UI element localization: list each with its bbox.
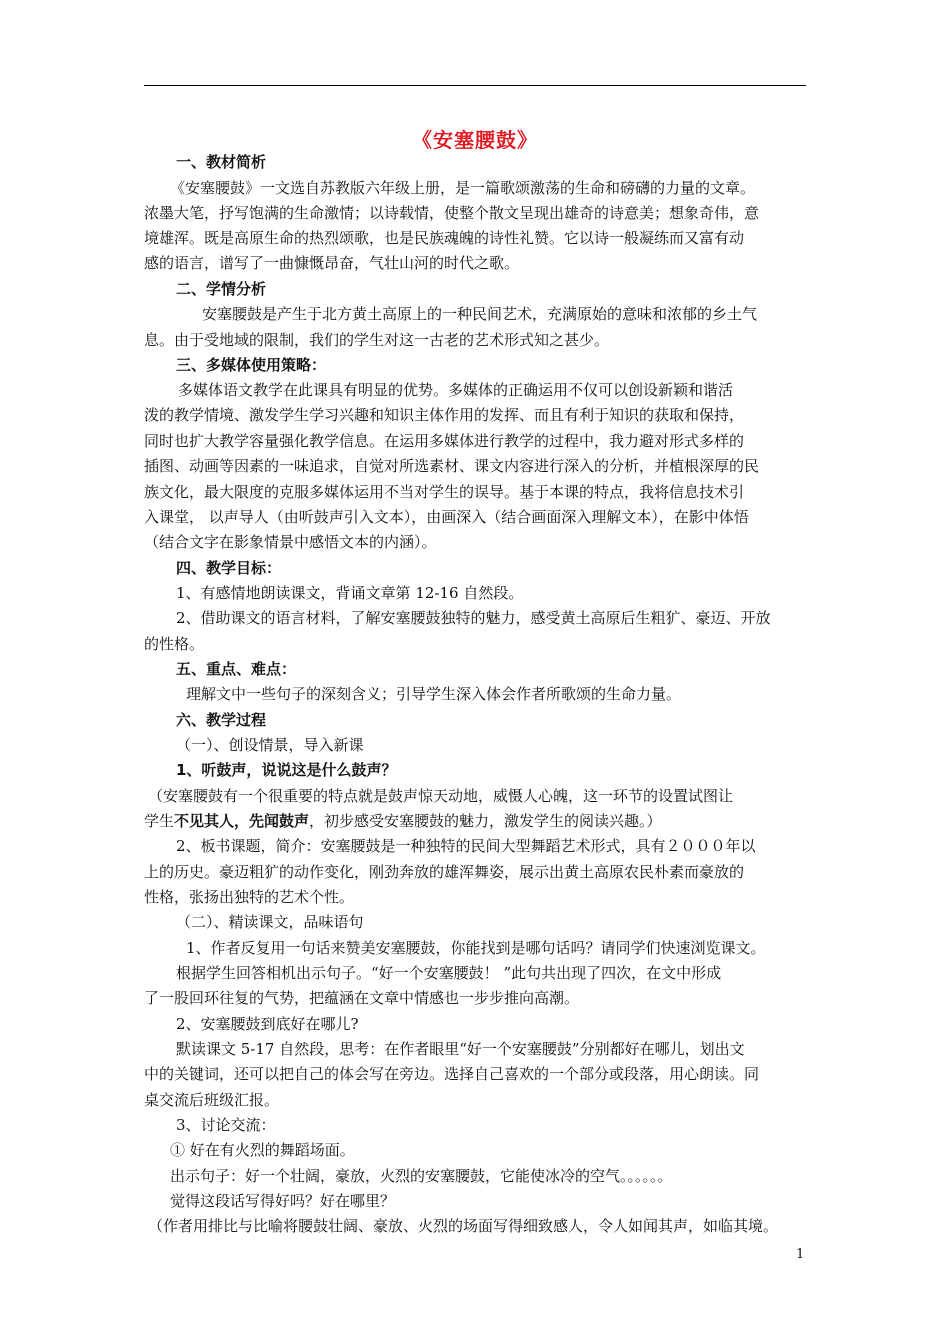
paragraph-line: 多媒体语文教学在此课具有明显的优势。多媒体的正确运用不仅可以创设新颖和谐活 (178, 381, 734, 399)
paragraph-line: 插图、动画等因素的一味追求，自觉对所选素材、课文内容进行深入的分析，并植根深厚的民 (144, 457, 760, 475)
heading-teaching-process: 六、教学过程 (176, 711, 267, 729)
heading-teaching-goals: 四、教学目标： (176, 559, 282, 577)
paragraph-line: 中的关键词，还可以把自己的体会写在旁边。选择自己喜欢的一个部分或段落，用心朗读。同 (144, 1065, 760, 1083)
paragraph-line: 族文化，最大限度的克服多媒体运用不当对学生的误导。基于本课的特点，我将信息技术引 (144, 483, 745, 501)
paragraph-line (144, 811, 662, 831)
subheading-intro: （一）、创设情景，导入新课 (176, 736, 364, 754)
header-rule (144, 85, 806, 86)
heading-multimedia-strategy: 三、多媒体使用策略： (176, 356, 327, 374)
goal-item-1: 1、有感情地朗读课文，背诵文章第 12-16 自然段。 (176, 584, 524, 602)
paragraph-line: 2、板书课题，简介：安塞腰鼓是一种独特的民间大型舞蹈艺术形式，具有２０００年以 (176, 837, 756, 855)
paragraph-line: （作者用排比与比喻将腰鼓壮阔、豪放、火烈的场面写得细致感人，令人如闻其声，如临其境。 (148, 1217, 779, 1235)
emphasis-text: 不见其人，先闻鼓声 (174, 812, 310, 830)
paragraph-line: 安塞腰鼓是产生于北方黄土高原上的一种民间艺术，充满原始的意味和浓郁的乡土气 (202, 305, 758, 323)
paragraph-line: 浓墨大笔，抒写饱满的生命激情；以诗载情，使整个散文呈现出雄奇的诗意美；想象奇伟，意 (144, 204, 760, 222)
subheading-close-reading: （二）、精读课文，品味语句 (176, 913, 364, 931)
goal-item-2: 2、借助课文的语言材料，了解安塞腰鼓独特的魅力，感受黄土高原后生粗犷、豪迈、开放 (176, 609, 771, 627)
paragraph-line: 泼的教学情境、激发学生学习兴趣和知识主体作用的发挥、而且有利于知识的获取和保持， (144, 406, 745, 424)
paragraph-line: 2、安塞腰鼓到底好在哪儿? (176, 1015, 359, 1033)
heading-student-analysis: 二、学情分析 (176, 280, 267, 298)
paragraph-line: 上的历史。豪迈粗犷的动作变化，刚劲奔放的雄浑舞姿，展示出黄土高原农民朴素而豪放的 (144, 863, 745, 881)
paragraph-line: 同时也扩大教学容量强化教学信息。在运用多媒体进行教学的过程中，我力避对形式多样的 (144, 432, 745, 450)
question-drum-sound: 1、听鼓声，说说这是什么鼓声？ (176, 761, 397, 779)
paragraph-line: 根据学生回答相机出示句子。“好一个安塞腰鼓！ ”此句共出现了四次，在文中形成 (176, 964, 722, 982)
text-run: ，初步感受安塞腰鼓的魅力，激发学生的阅读兴趣。） (309, 812, 662, 830)
paragraph-line: 感的语言，谱写了一曲慷慨昂奋，气壮山河的时代之歌。 (144, 254, 520, 272)
page-number: 1 (796, 1247, 805, 1262)
paragraph-line: 《安塞腰鼓》一文选自苏教版六年级上册，是一篇歌颂激荡的生命和磅礴的力量的文章。 (170, 179, 756, 197)
paragraph-line: 3、讨论交流： (176, 1116, 276, 1134)
paragraph-line: 了一股回环往复的气势，把蕴涵在文章中情感也一步步推向高潮。 (144, 989, 580, 1007)
paragraph-line: 默读课文 5-17 自然段，思考：在作者眼里“好一个安塞腰鼓”分别都好在哪儿，划出文 (176, 1040, 745, 1058)
paragraph-line: 境雄浑。既是高原生命的热烈颂歌，也是民族魂魄的诗性礼赞。它以诗一般凝练而又富有动 (144, 229, 745, 247)
paragraph-line: 觉得这段话写得好吗？好在哪里？ (170, 1192, 396, 1210)
heading-key-points: 五、重点、难点： (176, 660, 297, 678)
document-title: 《安塞腰鼓》 (412, 128, 538, 152)
goal-item-2-cont: 的性格。 (144, 635, 205, 653)
heading-textbook-analysis: 一、教材简析 (176, 153, 267, 171)
text-run: 学生 (144, 812, 175, 830)
paragraph-line: 息。由于受地域的限制，我们的学生对这一古老的艺术形式知之甚少。 (144, 331, 610, 349)
paragraph-line: （安塞腰鼓有一个很重要的特点就是鼓声惊天动地，威慑人心魄，这一环节的设置试图让 (148, 787, 734, 805)
paragraph-line: 1、作者反复用一句话来赞美安塞腰鼓，你能找到是哪句话吗？请同学们快速浏览课文。 (186, 939, 766, 957)
paragraph-line: 性格，张扬出独特的艺术个性。 (144, 888, 355, 906)
paragraph-line: 理解文中一些句子的深刻含义；引导学生深入体会作者所歌颂的生命力量。 (186, 685, 682, 703)
list-item: ① 好在有火烈的舞蹈场面。 (170, 1141, 355, 1159)
paragraph-line: 入课堂， 以声导人（由听鼓声引入文本），由画深入（结合画面深入理解文本），在影中体悟 (144, 508, 749, 526)
paragraph-line: 桌交流后班级汇报。 (144, 1091, 280, 1109)
paragraph-line: （结合文字在影象情景中感悟文本的内涵）。 (144, 533, 437, 551)
paragraph-line: 出示句子：好一个壮阔，豪放，火烈的安塞腰鼓，它能使冰冷的空气。。。。。。 (170, 1167, 673, 1185)
